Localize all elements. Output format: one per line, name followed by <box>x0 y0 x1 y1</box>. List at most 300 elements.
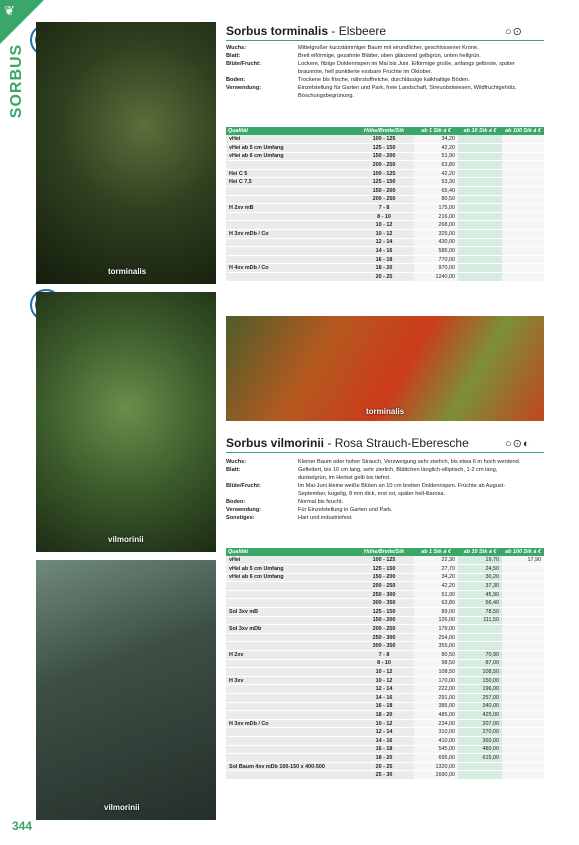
quality-cell <box>226 711 354 720</box>
price-10-cell: 360,00 <box>458 736 502 745</box>
price-10-cell: 207,00 <box>458 719 502 728</box>
price-1-cell: 170,00 <box>414 676 458 685</box>
price-100-cell <box>502 187 544 196</box>
column-header: Qualität <box>226 548 354 556</box>
table-row <box>226 565 544 574</box>
table-row <box>226 771 544 780</box>
table-row <box>226 694 544 703</box>
price-100-cell <box>502 178 544 187</box>
price-10-cell: 108,50 <box>458 668 502 677</box>
size-cell: 250 - 300 <box>354 590 414 599</box>
price-100-cell <box>502 161 544 170</box>
price-10-cell: 111,50 <box>458 616 502 625</box>
table-row <box>226 230 544 239</box>
price-1-cell: 51,90 <box>414 152 458 161</box>
size-cell: 250 - 300 <box>354 633 414 642</box>
price-10-cell <box>458 161 502 170</box>
price-10-cell <box>458 212 502 221</box>
price-100-cell <box>502 736 544 745</box>
quality-cell <box>226 161 354 170</box>
price-10-cell <box>458 642 502 651</box>
quality-cell: vHei <box>226 556 354 565</box>
photo-caption: torminalis <box>108 267 147 276</box>
table-row <box>226 573 544 582</box>
size-cell: 10 - 12 <box>354 719 414 728</box>
price-1-cell: 51,90 <box>414 590 458 599</box>
table-row <box>226 135 544 144</box>
table-row <box>226 212 544 221</box>
side-tab-label: SORBUS <box>8 43 26 119</box>
size-cell: 10 - 12 <box>354 668 414 677</box>
property-value: Für Einzelstellung in Garten und Park. <box>298 507 393 513</box>
property-key: Blatt: <box>226 53 241 59</box>
price-100-cell <box>502 633 544 642</box>
column-header: ab 1 Stk á € <box>414 127 458 135</box>
quality-cell <box>226 736 354 745</box>
size-cell: 10 - 12 <box>354 676 414 685</box>
table-row <box>226 204 544 213</box>
property-key <box>226 490 298 498</box>
quality-cell <box>226 187 354 196</box>
size-cell: 125 - 150 <box>354 144 414 153</box>
leaf-icon: ❦ <box>4 3 15 18</box>
species-common-name: - Elsbeere <box>331 24 387 38</box>
price-1-cell: 310,00 <box>414 728 458 737</box>
table-row <box>226 642 544 651</box>
photo-torminalis-fruit <box>36 22 216 284</box>
price-1-cell: 42,20 <box>414 169 458 178</box>
price-1-cell: 34,20 <box>414 135 458 144</box>
quality-cell: H 3xv mDb / Co <box>226 719 354 728</box>
price-100-cell <box>502 169 544 178</box>
price-100-cell <box>502 230 544 239</box>
side-tab <box>6 42 28 120</box>
column-header: ab 1 Stk á € <box>414 548 458 556</box>
price-10-cell: 78,50 <box>458 608 502 617</box>
price-100-cell <box>502 212 544 221</box>
quality-cell <box>226 599 354 608</box>
photo-torminalis-autumn <box>226 316 544 421</box>
size-cell: 200 - 250 <box>354 625 414 634</box>
size-cell: 14 - 16 <box>354 247 414 256</box>
price-1-cell: 126,00 <box>414 616 458 625</box>
quality-cell <box>226 694 354 703</box>
property-value: braunrote, hell punktierte essbare Früchte im Oktober. <box>298 69 433 75</box>
quality-cell: vHei ab 5 cm Umfang <box>226 144 354 153</box>
price-100-cell <box>502 694 544 703</box>
price-1-cell: 65,40 <box>414 187 458 196</box>
price-1-cell: 695,00 <box>414 754 458 763</box>
price-100-cell <box>502 754 544 763</box>
photo-vilmorinii-berries <box>36 292 216 552</box>
table-row <box>226 590 544 599</box>
size-cell: 125 - 150 <box>354 178 414 187</box>
price-100-cell <box>502 762 544 771</box>
price-1-cell: 410,00 <box>414 736 458 745</box>
title-divider <box>226 452 544 453</box>
price-100-cell <box>502 573 544 582</box>
price-10-cell: 196,00 <box>458 685 502 694</box>
price-1-cell: 545,00 <box>414 745 458 754</box>
price-10-cell: 45,90 <box>458 590 502 599</box>
price-10-cell <box>458 771 502 780</box>
price-1-cell: 80,50 <box>414 195 458 204</box>
quality-cell <box>226 247 354 256</box>
quality-cell: Hei C 5 <box>226 169 354 178</box>
price-10-cell <box>458 264 502 273</box>
species-title <box>226 24 386 38</box>
property-value: Normal bis feucht. <box>298 499 344 505</box>
property-key <box>226 92 298 100</box>
table-row <box>226 702 544 711</box>
table-row <box>226 255 544 264</box>
table-row <box>226 736 544 745</box>
table-row <box>226 599 544 608</box>
quality-cell: vHei ab 6 cm Umfang <box>226 573 354 582</box>
species-latin-name: Sorbus vilmorinii <box>226 436 325 450</box>
price-100-cell <box>502 221 544 230</box>
property-key: Blüte/Frucht: <box>226 483 261 489</box>
size-cell: 200 - 250 <box>354 582 414 591</box>
quality-cell <box>226 754 354 763</box>
column-header: Qualität <box>226 127 354 135</box>
price-1-cell: 27,70 <box>414 565 458 574</box>
property-value: Breit eiförmige, gezahnte Blätter, oben glänzend gelbgrün, unten hellgrün. <box>298 53 481 59</box>
table-row <box>226 745 544 754</box>
table-row <box>226 676 544 685</box>
quality-cell <box>226 633 354 642</box>
price-1-cell: 1690,00 <box>414 771 458 780</box>
quality-cell <box>226 728 354 737</box>
table-row <box>226 582 544 591</box>
price-100-cell <box>502 685 544 694</box>
quality-cell: Sol 3xv mDb <box>226 625 354 634</box>
species-latin-name: Sorbus torminalis <box>226 24 329 38</box>
column-header: ab 10 Stk á € <box>458 127 502 135</box>
price-10-cell <box>458 625 502 634</box>
price-10-cell <box>458 273 502 282</box>
table-row <box>226 152 544 161</box>
price-1-cell: 1240,00 <box>414 273 458 282</box>
quality-cell <box>226 590 354 599</box>
property-key: Verwendung: <box>226 507 262 513</box>
price-100-cell <box>502 195 544 204</box>
page-number: 344 <box>12 819 33 833</box>
property-value: dunkelgrün, im Herbst gelb bis tiefrot. <box>298 475 391 481</box>
table-row <box>226 161 544 170</box>
price-1-cell: 179,00 <box>414 625 458 634</box>
price-100-cell <box>502 264 544 273</box>
species-properties <box>226 458 544 522</box>
price-100-cell <box>502 676 544 685</box>
price-100-cell <box>502 668 544 677</box>
table-row <box>226 195 544 204</box>
price-1-cell: 1320,00 <box>414 762 458 771</box>
table-row <box>226 247 544 256</box>
price-1-cell: 268,00 <box>414 221 458 230</box>
price-100-cell <box>502 659 544 668</box>
table-row <box>226 608 544 617</box>
price-1-cell: 98,50 <box>414 659 458 668</box>
table-row <box>226 728 544 737</box>
size-cell: 125 - 150 <box>354 565 414 574</box>
price-10-cell <box>458 144 502 153</box>
title-divider <box>226 40 544 41</box>
table-row <box>226 668 544 677</box>
property-key: Wuchs: <box>226 45 247 51</box>
quality-cell <box>226 582 354 591</box>
size-cell: 10 - 12 <box>354 230 414 239</box>
property-value: Lockere, filzige Doldenrispen im Mai bis Juni. Eiförmige große, anfangs gelbrote, später <box>298 61 515 67</box>
price-10-cell: 340,00 <box>458 702 502 711</box>
price-1-cell: 234,00 <box>414 719 458 728</box>
price-100-cell <box>502 565 544 574</box>
property-value: Gefiedert, bis 10 cm lang, sehr zierlich, Blättchen länglich-elliptisch, 1-2 cm lang, <box>298 467 498 473</box>
price-100-cell <box>502 642 544 651</box>
price-10-cell <box>458 230 502 239</box>
species-properties <box>226 44 544 100</box>
quality-cell <box>226 771 354 780</box>
property-key: Wuchs: <box>226 459 247 465</box>
size-cell: 16 - 18 <box>354 255 414 264</box>
price-100-cell <box>502 719 544 728</box>
size-cell: 150 - 200 <box>354 152 414 161</box>
price-10-cell: 70,90 <box>458 651 502 660</box>
price-10-cell <box>458 169 502 178</box>
price-10-cell: 150,00 <box>458 676 502 685</box>
price-1-cell: 42,20 <box>414 582 458 591</box>
price-table <box>226 548 544 780</box>
quality-cell <box>226 221 354 230</box>
table-row <box>226 633 544 642</box>
price-100-cell <box>502 255 544 264</box>
quality-cell: H 3xv <box>226 676 354 685</box>
price-100-cell <box>502 144 544 153</box>
price-10-cell <box>458 178 502 187</box>
size-cell: 12 - 14 <box>354 238 414 247</box>
size-cell: 100 - 125 <box>354 169 414 178</box>
table-row <box>226 273 544 282</box>
price-1-cell: 89,00 <box>414 608 458 617</box>
price-100-cell <box>502 152 544 161</box>
price-1-cell: 80,50 <box>414 651 458 660</box>
size-cell: 10 - 12 <box>354 221 414 230</box>
column-header: ab 100 Stk á € <box>502 127 544 135</box>
column-header: ab 100 Stk á € <box>502 548 544 556</box>
quality-cell <box>226 668 354 677</box>
price-100-cell <box>502 204 544 213</box>
price-100-cell <box>502 599 544 608</box>
price-100-cell <box>502 247 544 256</box>
table-row <box>226 556 544 565</box>
property-key: Boden: <box>226 77 246 83</box>
price-10-cell <box>458 221 502 230</box>
size-cell: 100 - 125 <box>354 135 414 144</box>
price-1-cell: 108,50 <box>414 668 458 677</box>
size-cell: 200 - 250 <box>354 161 414 170</box>
price-100-cell <box>502 711 544 720</box>
price-10-cell <box>458 152 502 161</box>
quality-cell: H 2xv <box>226 651 354 660</box>
column-header: ab 10 Stk á € <box>458 548 502 556</box>
light-requirement-icons: ○⊙◐ <box>505 438 531 450</box>
quality-cell: vHei <box>226 135 354 144</box>
size-cell: 16 - 18 <box>354 702 414 711</box>
price-1-cell: 216,00 <box>414 212 458 221</box>
property-value: Mittelgroßer kurzstämmiger Baum mit eirundlicher, geschlossener Krone. <box>298 45 479 51</box>
price-100-cell <box>502 625 544 634</box>
price-1-cell: 325,00 <box>414 230 458 239</box>
photo-caption: torminalis <box>366 407 405 416</box>
price-10-cell <box>458 762 502 771</box>
size-cell: 7 - 8 <box>354 651 414 660</box>
price-10-cell: 615,00 <box>458 754 502 763</box>
quality-cell: Hei C 7,5 <box>226 178 354 187</box>
price-10-cell: 425,00 <box>458 711 502 720</box>
size-cell: 125 - 150 <box>354 608 414 617</box>
size-cell: 12 - 14 <box>354 685 414 694</box>
price-1-cell: 485,00 <box>414 711 458 720</box>
price-100-cell <box>502 651 544 660</box>
price-10-cell <box>458 247 502 256</box>
quality-cell <box>226 195 354 204</box>
quality-cell <box>226 745 354 754</box>
property-key: Blatt: <box>226 467 241 473</box>
price-100-cell <box>502 702 544 711</box>
table-row <box>226 238 544 247</box>
price-10-cell <box>458 135 502 144</box>
table-row <box>226 719 544 728</box>
price-1-cell: 291,00 <box>414 694 458 703</box>
size-cell: 18 - 20 <box>354 754 414 763</box>
quality-cell <box>226 212 354 221</box>
price-10-cell: 30,20 <box>458 573 502 582</box>
table-row <box>226 178 544 187</box>
price-1-cell: 175,00 <box>414 204 458 213</box>
size-cell: 7 - 8 <box>354 204 414 213</box>
size-cell: 150 - 200 <box>354 187 414 196</box>
photo-caption: vilmorinii <box>108 535 144 544</box>
price-1-cell: 770,00 <box>414 255 458 264</box>
price-100-cell: 17,90 <box>502 556 544 565</box>
quality-cell: H 3xv mDb / Co <box>226 230 354 239</box>
table-row <box>226 144 544 153</box>
size-cell: 8 - 10 <box>354 659 414 668</box>
property-key: Blüte/Frucht: <box>226 61 261 67</box>
property-key <box>226 474 298 482</box>
table-row <box>226 659 544 668</box>
price-10-cell <box>458 195 502 204</box>
quality-cell <box>226 685 354 694</box>
table-row <box>226 754 544 763</box>
price-10-cell <box>458 187 502 196</box>
light-requirement-icons: ○⊙ <box>505 26 523 38</box>
property-key: Sonstiges: <box>226 515 255 521</box>
table-row <box>226 264 544 273</box>
quality-cell <box>226 659 354 668</box>
table-row <box>226 711 544 720</box>
property-key <box>226 68 298 76</box>
table-row <box>226 169 544 178</box>
price-1-cell: 585,00 <box>414 247 458 256</box>
size-cell: 18 - 20 <box>354 264 414 273</box>
quality-cell: vHei ab 6 cm Umfang <box>226 152 354 161</box>
size-cell: 16 - 18 <box>354 745 414 754</box>
price-10-cell: 480,00 <box>458 745 502 754</box>
price-100-cell <box>502 238 544 247</box>
table-row <box>226 221 544 230</box>
property-value: Im Mai-Juni kleine weiße Blüten an 10 cm breiten Doldenrispen. Früchte ab August- <box>298 483 506 489</box>
price-1-cell: 63,80 <box>414 599 458 608</box>
price-10-cell <box>458 255 502 264</box>
table-row <box>226 685 544 694</box>
species-common-name: - Rosa Strauch-Eberesche <box>327 436 469 450</box>
size-cell: 25 - 30 <box>354 771 414 780</box>
size-cell: 300 - 350 <box>354 599 414 608</box>
size-cell: 12 - 14 <box>354 728 414 737</box>
price-100-cell <box>502 273 544 282</box>
price-10-cell: 19,70 <box>458 556 502 565</box>
price-10-cell <box>458 204 502 213</box>
price-10-cell: 37,30 <box>458 582 502 591</box>
price-1-cell: 34,20 <box>414 573 458 582</box>
size-cell: 14 - 16 <box>354 694 414 703</box>
price-1-cell: 63,80 <box>414 161 458 170</box>
table-row <box>226 616 544 625</box>
size-cell: 14 - 16 <box>354 736 414 745</box>
quality-cell: Sol Baum 4xv mDb 100-150 x 400-500 <box>226 762 354 771</box>
property-value: Hart und industriefest. <box>298 515 353 521</box>
quality-cell: H 2xv mB <box>226 204 354 213</box>
species-title <box>226 436 469 450</box>
size-cell: 100 - 125 <box>354 556 414 565</box>
quality-cell <box>226 702 354 711</box>
property-value: Einzelstellung für Garten und Park, freie Landschaft, Streuobstwiesen, Wildfruchtgehölz, <box>298 85 517 91</box>
price-table <box>226 127 544 282</box>
table-row <box>226 762 544 771</box>
price-1-cell: 22,30 <box>414 556 458 565</box>
table-row <box>226 651 544 660</box>
size-cell: 8 - 10 <box>354 212 414 221</box>
photo-vilmorinii-leaves <box>36 560 216 820</box>
quality-cell <box>226 616 354 625</box>
table-row <box>226 187 544 196</box>
price-1-cell: 970,00 <box>414 264 458 273</box>
size-cell: 20 - 25 <box>354 273 414 282</box>
property-value: Böschungsbegrünung. <box>298 93 354 99</box>
size-cell: 200 - 250 <box>354 195 414 204</box>
column-header: Höhe/Breite/Stk <box>354 548 414 556</box>
photo-caption: vilmorinii <box>104 803 140 812</box>
size-cell: 18 - 20 <box>354 711 414 720</box>
quality-cell: H 4xv mDb / Co <box>226 264 354 273</box>
quality-cell <box>226 238 354 247</box>
quality-cell <box>226 273 354 282</box>
quality-cell: vHei ab 5 cm Umfang <box>226 565 354 574</box>
price-1-cell: 53,30 <box>414 178 458 187</box>
size-cell: 20 - 25 <box>354 762 414 771</box>
property-key: Boden: <box>226 499 246 505</box>
price-100-cell <box>502 590 544 599</box>
price-10-cell: 257,00 <box>458 694 502 703</box>
price-1-cell: 430,00 <box>414 238 458 247</box>
price-10-cell: 87,00 <box>458 659 502 668</box>
property-key: Verwendung: <box>226 85 262 91</box>
size-cell: 150 - 200 <box>354 573 414 582</box>
price-100-cell <box>502 608 544 617</box>
column-header: Höhe/Breite/Stk <box>354 127 414 135</box>
price-10-cell: 24,50 <box>458 565 502 574</box>
